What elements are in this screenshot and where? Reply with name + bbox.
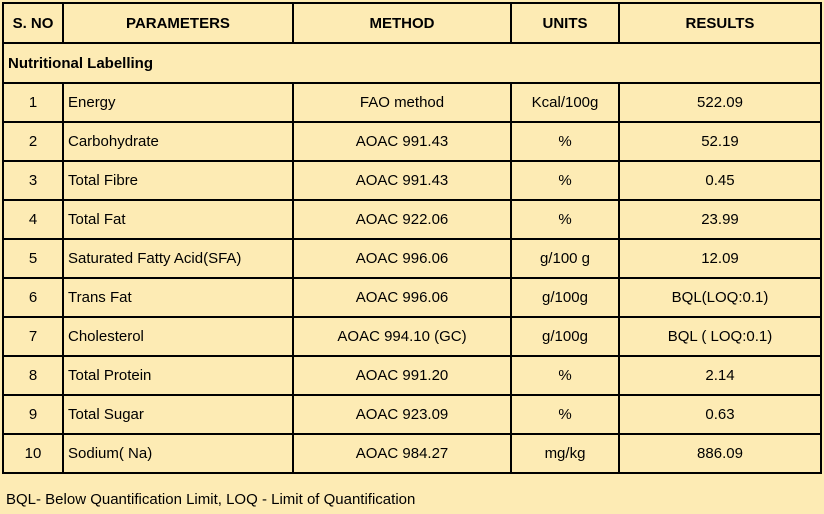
row-sno: 5 — [3, 239, 63, 278]
row-method: FAO method — [293, 83, 511, 122]
row-method: AOAC 994.10 (GC) — [293, 317, 511, 356]
row-units: % — [511, 200, 619, 239]
table-row — [3, 395, 821, 434]
table-row — [3, 161, 821, 200]
table-header-row — [3, 3, 821, 43]
row-parameter: Energy — [63, 83, 293, 122]
table-row — [3, 83, 821, 122]
row-result: 0.63 — [619, 395, 821, 434]
row-sno: 8 — [3, 356, 63, 395]
row-result: BQL ( LOQ:0.1) — [619, 317, 821, 356]
row-parameter: Saturated Fatty Acid(SFA) — [63, 239, 293, 278]
table-row — [3, 200, 821, 239]
header-sno: S. NO — [3, 3, 63, 43]
row-units: g/100 g — [511, 239, 619, 278]
row-sno: 3 — [3, 161, 63, 200]
row-parameter: Cholesterol — [63, 317, 293, 356]
row-parameter: Carbohydrate — [63, 122, 293, 161]
nutrition-report-table — [2, 2, 822, 474]
row-result: 2.14 — [619, 356, 821, 395]
header-method: METHOD — [293, 3, 511, 43]
row-parameter: Total Fibre — [63, 161, 293, 200]
row-sno: 7 — [3, 317, 63, 356]
row-method: AOAC 923.09 — [293, 395, 511, 434]
row-method: AOAC 991.20 — [293, 356, 511, 395]
row-method: AOAC 984.27 — [293, 434, 511, 473]
row-parameter: Trans Fat — [63, 278, 293, 317]
row-units: % — [511, 161, 619, 200]
row-result: 52.19 — [619, 122, 821, 161]
table-row — [3, 317, 821, 356]
footnote: BQL- Below Quantification Limit, LOQ - Limit of Quantification — [6, 491, 416, 508]
row-units: mg/kg — [511, 434, 619, 473]
row-result: 23.99 — [619, 200, 821, 239]
row-sno: 9 — [3, 395, 63, 434]
row-result: 886.09 — [619, 434, 821, 473]
header-results: RESULTS — [619, 3, 821, 43]
row-sno: 2 — [3, 122, 63, 161]
row-parameter: Total Protein — [63, 356, 293, 395]
row-result: 522.09 — [619, 83, 821, 122]
row-method: AOAC 996.06 — [293, 278, 511, 317]
row-units: g/100g — [511, 278, 619, 317]
row-units: % — [511, 356, 619, 395]
header-parameters: PARAMETERS — [63, 3, 293, 43]
row-parameter: Total Fat — [63, 200, 293, 239]
row-units: Kcal/100g — [511, 83, 619, 122]
row-units: % — [511, 395, 619, 434]
table-row — [3, 122, 821, 161]
table-row — [3, 356, 821, 395]
section-row — [3, 43, 821, 83]
row-sno: 10 — [3, 434, 63, 473]
row-sno: 1 — [3, 83, 63, 122]
row-units: g/100g — [511, 317, 619, 356]
table-row — [3, 278, 821, 317]
row-method: AOAC 996.06 — [293, 239, 511, 278]
row-parameter: Total Sugar — [63, 395, 293, 434]
row-sno: 4 — [3, 200, 63, 239]
table-row — [3, 434, 821, 473]
row-sno: 6 — [3, 278, 63, 317]
row-result: 12.09 — [619, 239, 821, 278]
row-method: AOAC 991.43 — [293, 161, 511, 200]
table-row — [3, 239, 821, 278]
section-title: Nutritional Labelling — [3, 43, 821, 83]
row-result: BQL(LOQ:0.1) — [619, 278, 821, 317]
row-parameter: Sodium( Na) — [63, 434, 293, 473]
row-result: 0.45 — [619, 161, 821, 200]
header-units: UNITS — [511, 3, 619, 43]
row-units: % — [511, 122, 619, 161]
row-method: AOAC 991.43 — [293, 122, 511, 161]
row-method: AOAC 922.06 — [293, 200, 511, 239]
